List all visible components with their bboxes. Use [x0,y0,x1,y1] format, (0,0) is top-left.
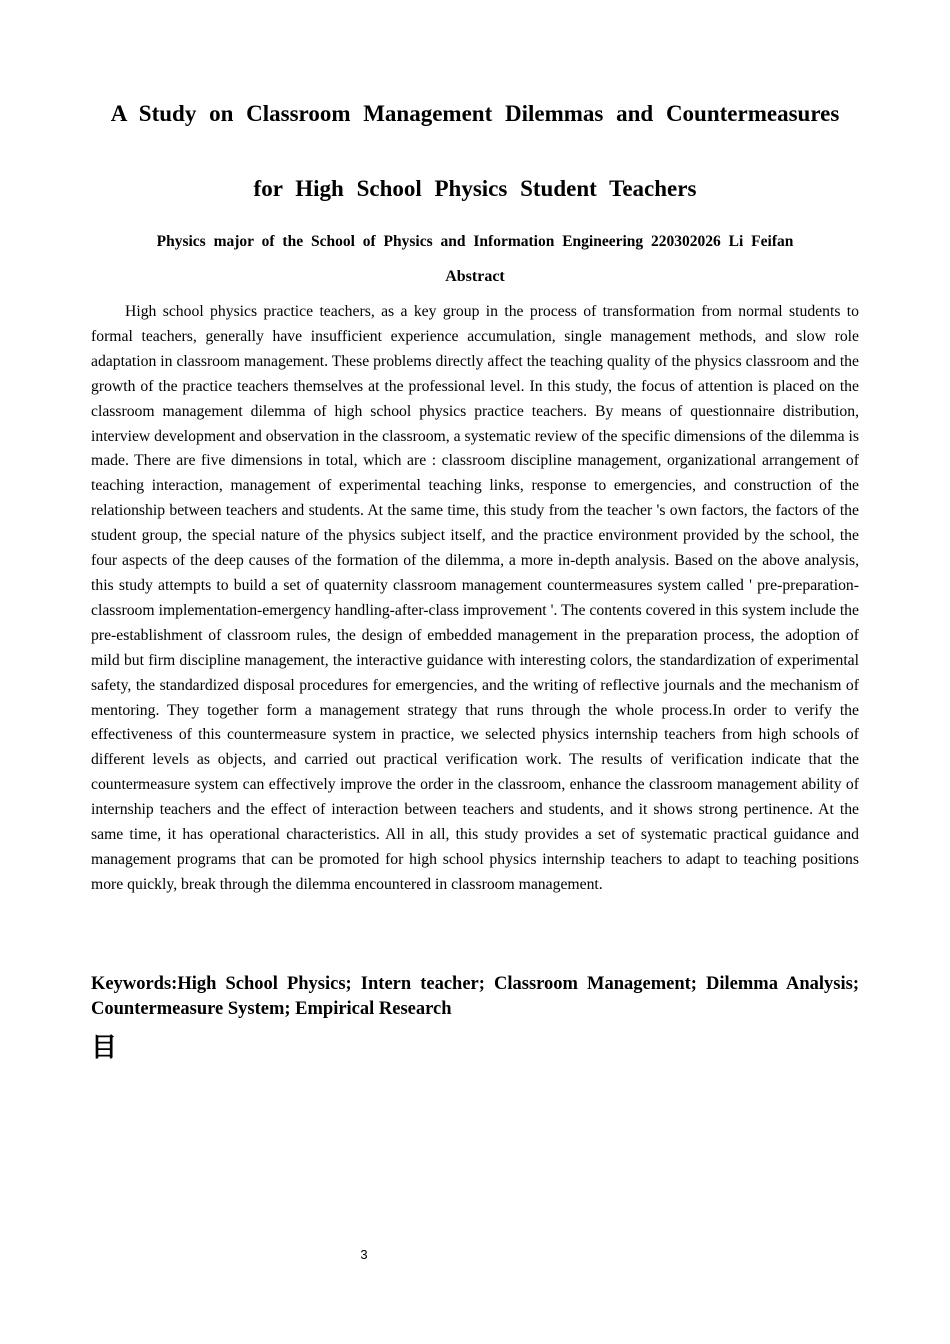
keywords: Keywords:High School Physics; Intern teacher; Classroom Management; Dilemma Analysis; Countermeasure System; Empirical Research [91,974,859,1019]
abstract-heading: Abstract [445,268,505,285]
table-of-contents-heading-glyph: 目 [91,1033,118,1063]
title-line-2: for High School Physics Student Teachers [253,176,697,201]
abstract-body: High school physics practice teachers, as a key group in the process of transformation from normal students to formal teachers, generally have insufficient experience accumulation, single management methods, and slow role adaptation in classroom management. These problems directly affect the teaching quality of the physics classroom and the growth of the practice teachers themselves at the professional level. In this study, the focus of attention is placed on the classroom management dilemma of high school physics practice teachers. By means of questionnaire distribution, interview development and observation in the classroom, a systematic review of the specific dimensions of the dilemma is made. There are five dimensions in total, which are : classroom discipline management, organizational arrangement of teaching interaction, management of experimental teaching links, response to emergencies, and construction of the relationship between teachers and students. At the same time, this study from the teacher 's own factors, the factors of the student group, the special nature of the physics subject itself, and the practice environment provided by the school, the four aspects of the deep causes of the formation of the dilemma, a more in-depth analysis. Based on the above analysis, this study attempts to build a set of quaternity classroom management countermeasures system called ' pre-preparation-classroom implementation-emergency handling-after-class improvement '. The contents covered in this system include the pre-establishment of classroom rules, the design of embedded management in the preparation process, the adoption of mild but firm discipline management, the interactive guidance with interesting colors, the standardization of experimental safety, the standardized disposal procedures for emergencies, and the writing of reflective journals and the mechanism of mentoring. They together form a management strategy that runs through the whole process.In order to verify the effectiveness of this countermeasure system in practice, we selected physics internship teachers from high schools of different levels as objects, and carried out practical verification work. The results of verification indicate that the countermeasure system can effectively improve the order in the classroom, enhance the classroom management ability of internship teachers and the effect of interaction between teachers and students, and it shows strong pertinence. At the same time, it has operational characteristics. All in all, this study provides a set of systematic practical guidance and management programs that can be promoted for high school physics internship teachers to adapt to teaching positions more quickly, break through the dilemma encountered in classroom management. [91,303,859,893]
author-line: Physics major of the School of Physics and Information Engineering 220302026 Li Feifan [156,233,794,250]
title-line-1: A Study on Classroom Management Dilemmas and Countermeasures [110,101,840,126]
page-number: 3 [360,1247,368,1262]
